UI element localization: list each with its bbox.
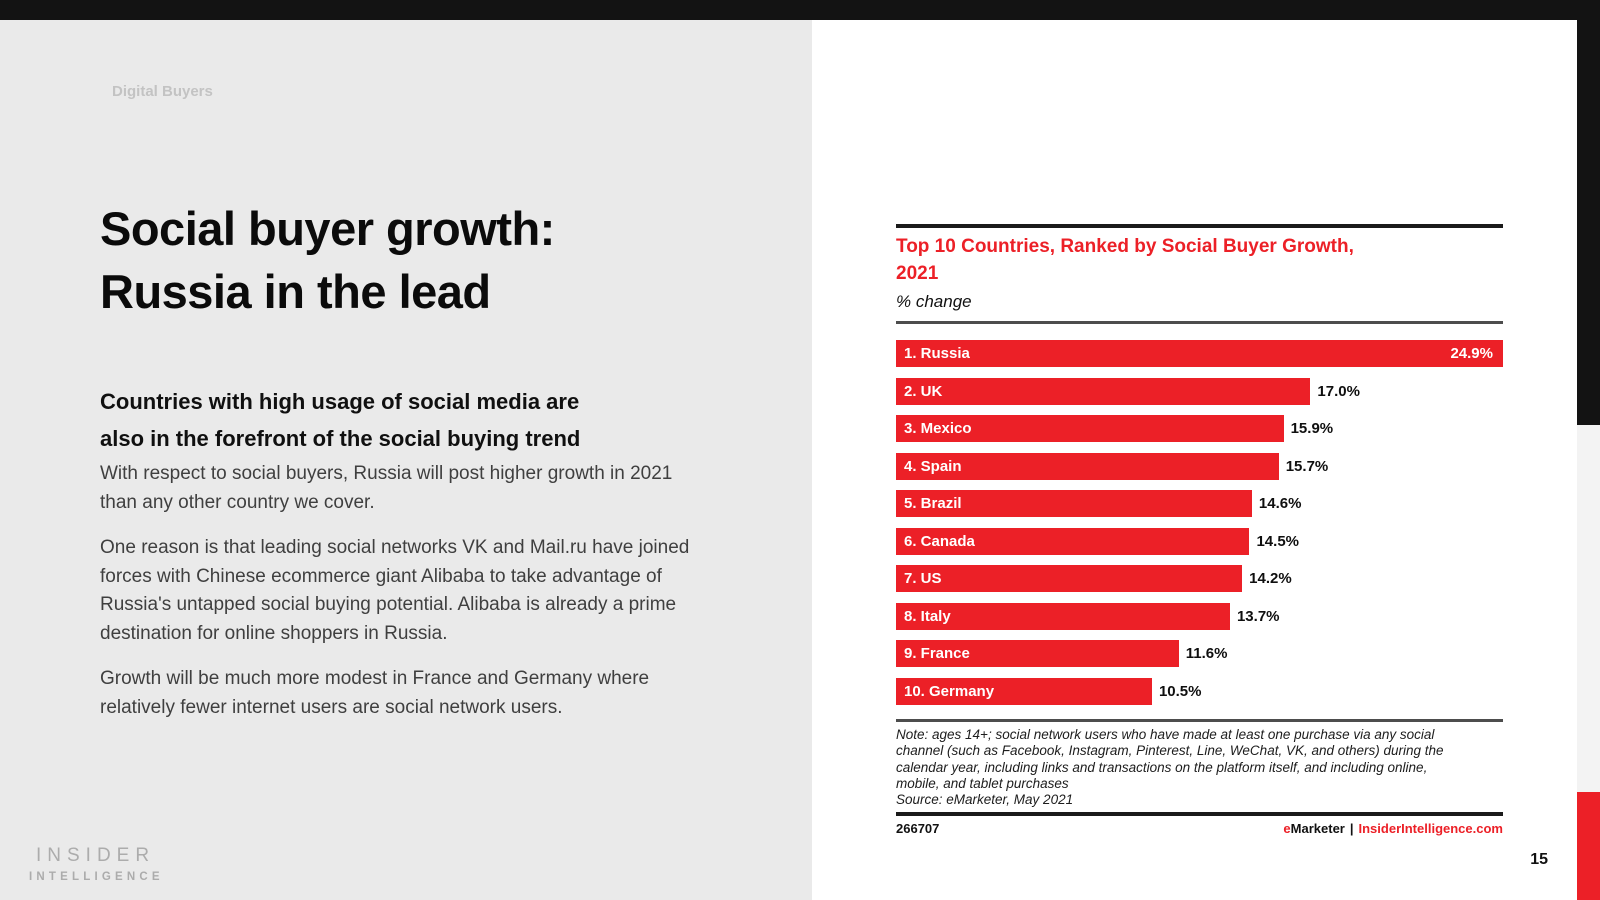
bar-row-10 — [896, 678, 1503, 705]
bar-4 — [896, 453, 1279, 480]
right-edge-black-bar — [1577, 20, 1600, 425]
bar-category-label: 4. Spain — [904, 457, 962, 475]
chart-credit — [1283, 821, 1503, 836]
bar-value-label: 17.0% — [1317, 382, 1360, 400]
bar-row-1 — [896, 340, 1503, 367]
credit-site-link[interactable]: InsiderIntelligence.com — [1358, 821, 1503, 836]
bar-value-label: 24.9% — [1450, 345, 1493, 362]
chart-footer — [896, 821, 1503, 836]
page-subtitle-line-2: also in the forefront of the social buying trend — [100, 426, 581, 451]
page-title — [100, 197, 760, 323]
bar-category-label: 6. Canada — [904, 532, 975, 550]
insider-intelligence-logo — [29, 845, 164, 883]
body-paragraph-2: One reason is that leading social networks VK and Mail.ru have joined forces with Chinese ecommerce giant Alibaba to take advantage of Russia's untapped social buying potential. Alibaba is already a prime destination for online shoppers in Russia. — [100, 537, 690, 644]
right-edge-gray-bar — [1577, 425, 1600, 792]
bar-row-3 — [896, 415, 1503, 442]
source-line: Source: eMarketer, May 2021 — [896, 792, 1074, 808]
bar-row-8 — [896, 603, 1503, 630]
chart-top-rule — [896, 224, 1503, 228]
bar-category-label: 3. Mexico — [904, 420, 972, 437]
bar-value-label: 13.7% — [1236, 607, 1280, 625]
note-line-3: calendar year, including links and transactions on the platform itself, and including online, — [896, 759, 1428, 775]
bar-category-label: 7. US — [904, 570, 942, 587]
bar-row-6 — [896, 528, 1503, 555]
bar-row-4 — [896, 453, 1503, 480]
bar-6 — [896, 528, 1249, 555]
page-title-line-1: Social buyer growth: — [100, 202, 555, 255]
chart-note — [896, 727, 1526, 808]
bar-row-9 — [896, 640, 1503, 667]
bar-1 — [896, 340, 1503, 367]
bar-row-7 — [896, 565, 1503, 592]
body-paragraph-3: Growth will be much more modest in France and Germany where relatively fewer internet users are social network users. — [100, 668, 650, 718]
credit-emarketer-rest: Marketer — [1290, 821, 1345, 836]
top-black-bar — [0, 0, 1600, 20]
bar-category-label: 9. France — [904, 645, 970, 662]
body-paragraph-1: With respect to social buyers, Russia will post higher growth in 2021 than any other country we cover. — [100, 463, 673, 513]
bar-7 — [896, 565, 1242, 592]
bar-2 — [896, 378, 1310, 405]
bar-9 — [896, 640, 1179, 667]
bar-category-label: 5. Brazil — [904, 495, 962, 512]
section-eyebrow: Digital Buyers — [112, 83, 213, 100]
credit-divider: | — [1349, 821, 1354, 836]
chart-title-line-1: Top 10 Countries, Ranked by Social Buyer Growth, — [896, 236, 1354, 257]
bar-value-label: 14.2% — [1249, 570, 1292, 587]
body-copy — [100, 460, 700, 739]
bar-value-label: 15.7% — [1285, 457, 1329, 475]
note-line-2: channel (such as Facebook, Instagram, Pinterest, Line, WeChat, VK, and others) during the — [896, 743, 1444, 759]
bar-value-label: 14.5% — [1256, 532, 1300, 550]
page-title-line-2: Russia in the lead — [100, 265, 491, 318]
bar-5 — [896, 490, 1252, 517]
bar-category-label: 1. Russia — [904, 345, 970, 362]
bar-category-label: 8. Italy — [904, 607, 951, 625]
logo-line-intelligence: INTELLIGENCE — [29, 871, 164, 883]
chart-rule-above-note — [896, 719, 1503, 722]
bar-10 — [896, 678, 1152, 705]
bar-8 — [896, 603, 1230, 630]
page-subtitle — [100, 383, 740, 457]
chart-bottom-rule — [896, 812, 1503, 816]
bar-row-5 — [896, 490, 1503, 517]
bar-value-label: 11.6% — [1185, 645, 1228, 662]
logo-line-insider: INSIDER — [36, 845, 156, 866]
chart-id: 266707 — [896, 821, 940, 836]
bar-3 — [896, 415, 1284, 442]
right-edge-red-bar — [1577, 792, 1600, 900]
page-number: 15 — [1530, 851, 1548, 868]
bar-value-label: 15.9% — [1290, 420, 1334, 437]
bar-value-label: 10.5% — [1158, 682, 1202, 700]
chart-rule-under-title — [896, 321, 1503, 324]
bar-category-label: 2. UK — [904, 382, 943, 400]
bar-value-label: 14.6% — [1258, 495, 1302, 512]
chart-title — [896, 233, 1503, 287]
bar-category-label: 10. Germany — [904, 682, 995, 700]
chart-title-line-2: 2021 — [896, 263, 939, 284]
note-line-1: Note: ages 14+; social network users who have made at least one purchase via any social — [896, 727, 1435, 742]
page-subtitle-line-1: Countries with high usage of social media are — [100, 389, 580, 414]
note-line-4: mobile, and tablet purchases — [896, 775, 1069, 791]
credit-emarketer-e: e — [1283, 821, 1291, 836]
bar-chart — [896, 340, 1503, 715]
bar-row-2 — [896, 378, 1503, 405]
chart-subtitle: % change — [896, 292, 972, 311]
